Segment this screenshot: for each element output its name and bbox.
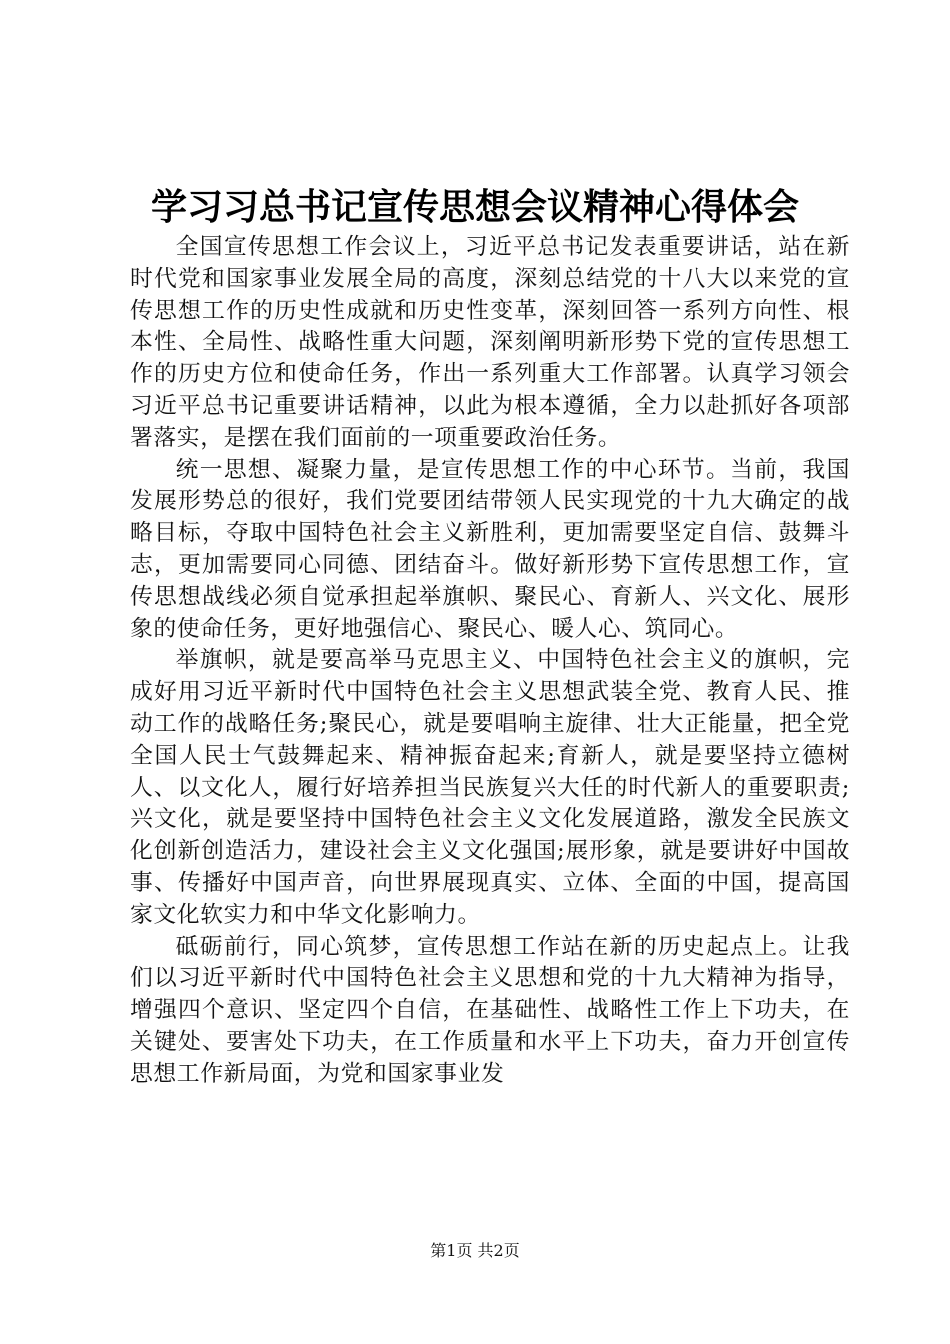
- document-body: [130, 232, 850, 1091]
- paragraph-4: 砥砺前行，同心筑梦，宣传思想工作站在新的历史起点上。让我们以习近平新时代中国特色社会主义思想和党的十九大精神为指导，增强四个意识、坚定四个自信，在基础性、战略性工作上下功夫，在关键处、要害处下功夫，在工作质量和水平上下功夫，奋力开创宣传思想工作新局面，为党和国家事业发: [130, 933, 850, 1087]
- page-footer: 第1页 共2页: [430, 1241, 520, 1260]
- paragraph-1: 全国宣传思想工作会议上，习近平总书记发表重要讲话，站在新时代党和国家事业发展全局的高度，深刻总结党的十八大以来党的宣传思想工作的历史性成就和历史性变革，深刻回答一系列方向性、根本性、全局性、战略性重大问题，深刻阐明新形势下党的宣传思想工作的历史方位和使命任务，作出一系列重大工作部署。认真学习领会习近平总书记重要讲话精神，以此为根本遵循，全力以赴抓好各项部署落实，是摆在我们面前的一项重要政治任务。: [130, 234, 850, 451]
- paragraph-2: 统一思想、凝聚力量，是宣传思想工作的中心环节。当前，我国发展形势总的很好，我们党要团结带领人民实现党的十九大确定的战略目标，夺取中国特色社会主义新胜利，更加需要坚定自信、鼓舞斗志，更加需要同心同德、团结奋斗。做好新形势下宣传思想工作，宣传思想战线必须自觉承担起举旗帜、聚民心、育新人、兴文化、展形象的使命任务，更好地强信心、聚民心、暖人心、筑同心。: [130, 456, 850, 642]
- paragraph-3: 举旗帜，就是要高举马克思主义、中国特色社会主义的旗帜，完成好用习近平新时代中国特色社会主义思想武装全党、教育人民、推动工作的战略任务;聚民心，就是要唱响主旋律、壮大正能量，把全党全国人民士气鼓舞起来、精神振奋起来;育新人，就是要坚持立德树人、以文化人，履行好培养担当民族复兴大任的时代新人的重要职责;兴文化，就是要坚持中国特色社会主义文化发展道路，激发全民族文化创新创造活力，建设社会主义文化强国;展形象，就是要讲好中国故事、传播好中国声音，向世界展现真实、立体、全面的中国，提高国家文化软实力和中华文化影响力。: [130, 647, 850, 928]
- document-title: 学习习总书记宣传思想会议精神心得体会: [150, 187, 799, 228]
